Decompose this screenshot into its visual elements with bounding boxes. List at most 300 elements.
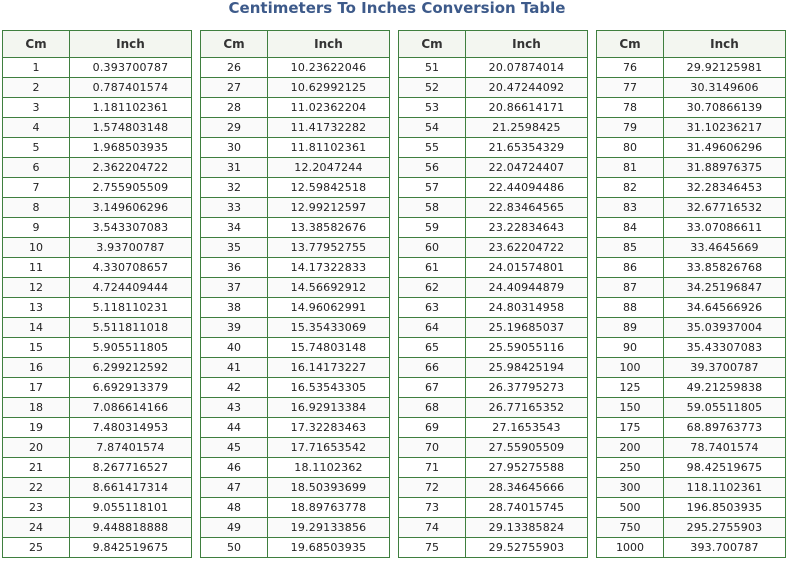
cm-cell: 14 [3, 318, 70, 338]
header-row [201, 31, 390, 58]
cm-cell: 80 [597, 138, 664, 158]
cm-cell: 74 [399, 518, 466, 538]
table-row [3, 258, 192, 278]
table-row [597, 378, 786, 398]
cm-cell: 500 [597, 498, 664, 518]
cm-cell: 300 [597, 478, 664, 498]
table-block [200, 30, 390, 558]
table-block [596, 30, 786, 558]
inch-cell: 11.41732282 [268, 118, 390, 138]
cm-cell: 75 [399, 538, 466, 558]
cm-cell: 35 [201, 238, 268, 258]
table-row [399, 258, 588, 278]
inch-cell: 31.49606296 [664, 138, 786, 158]
cm-cell: 40 [201, 338, 268, 358]
table-row [201, 178, 390, 198]
table-row [201, 518, 390, 538]
table-row [399, 178, 588, 198]
inch-cell: 6.299212592 [70, 358, 192, 378]
table-row [597, 538, 786, 558]
cm-cell: 42 [201, 378, 268, 398]
cm-cell: 83 [597, 198, 664, 218]
cm-cell: 77 [597, 78, 664, 98]
table-row [201, 58, 390, 78]
table-row [201, 438, 390, 458]
inch-cell: 9.055118101 [70, 498, 192, 518]
inch-cell: 196.8503935 [664, 498, 786, 518]
table-row [3, 278, 192, 298]
table-row [201, 318, 390, 338]
cm-cell: 46 [201, 458, 268, 478]
table-row [3, 118, 192, 138]
inch-cell: 295.2755903 [664, 518, 786, 538]
inch-cell: 18.50393699 [268, 478, 390, 498]
inch-cell: 7.480314953 [70, 418, 192, 438]
cm-cell: 48 [201, 498, 268, 518]
inch-cell: 393.700787 [664, 538, 786, 558]
table-row [597, 398, 786, 418]
table-row [201, 458, 390, 478]
table-row [3, 78, 192, 98]
table-row [3, 298, 192, 318]
table-row [3, 58, 192, 78]
cm-cell: 53 [399, 98, 466, 118]
cm-cell: 67 [399, 378, 466, 398]
cm-cell: 86 [597, 258, 664, 278]
inch-cell: 3.149606296 [70, 198, 192, 218]
inch-cell: 30.70866139 [664, 98, 786, 118]
cm-cell: 58 [399, 198, 466, 218]
cm-cell: 81 [597, 158, 664, 178]
cm-cell: 41 [201, 358, 268, 378]
inch-cell: 0.393700787 [70, 58, 192, 78]
table-row [597, 458, 786, 478]
cm-cell: 24 [3, 518, 70, 538]
inch-cell: 24.80314958 [466, 298, 588, 318]
cm-cell: 59 [399, 218, 466, 238]
table-row [399, 338, 588, 358]
table-row [399, 398, 588, 418]
cm-cell: 38 [201, 298, 268, 318]
inch-cell: 23.22834643 [466, 218, 588, 238]
cm-cell: 13 [3, 298, 70, 318]
inch-cell: 98.42519675 [664, 458, 786, 478]
table-row [201, 498, 390, 518]
cm-cell: 73 [399, 498, 466, 518]
inch-cell: 34.25196847 [664, 278, 786, 298]
table-row [3, 198, 192, 218]
table-row [3, 458, 192, 478]
inch-cell: 11.81102361 [268, 138, 390, 158]
inch-cell: 4.724409444 [70, 278, 192, 298]
inch-cell: 5.118110231 [70, 298, 192, 318]
inch-cell: 21.65354329 [466, 138, 588, 158]
cm-cell: 1 [3, 58, 70, 78]
inch-cell: 10.23622046 [268, 58, 390, 78]
table-row [201, 238, 390, 258]
cm-cell: 33 [201, 198, 268, 218]
table-row [399, 198, 588, 218]
cm-cell: 100 [597, 358, 664, 378]
cm-cell: 63 [399, 298, 466, 318]
table-row [597, 518, 786, 538]
cm-cell: 750 [597, 518, 664, 538]
cm-cell: 90 [597, 338, 664, 358]
table-row [399, 58, 588, 78]
header-row [399, 31, 588, 58]
table-block [2, 30, 192, 558]
inch-cell: 28.34645666 [466, 478, 588, 498]
cm-cell: 27 [201, 78, 268, 98]
cm-cell: 52 [399, 78, 466, 98]
inch-cell: 12.2047244 [268, 158, 390, 178]
inch-cell: 20.07874014 [466, 58, 588, 78]
table-row [201, 358, 390, 378]
inch-cell: 26.77165352 [466, 398, 588, 418]
inch-cell: 29.13385824 [466, 518, 588, 538]
table-row [201, 538, 390, 558]
table-row [3, 398, 192, 418]
cm-cell: 3 [3, 98, 70, 118]
inch-cell: 14.96062991 [268, 298, 390, 318]
cm-cell: 79 [597, 118, 664, 138]
table-row [597, 158, 786, 178]
inch-cell: 22.83464565 [466, 198, 588, 218]
cm-cell: 17 [3, 378, 70, 398]
table-row [201, 118, 390, 138]
table-row [399, 318, 588, 338]
header-inch: Inch [664, 31, 786, 58]
cm-cell: 31 [201, 158, 268, 178]
table-row [597, 438, 786, 458]
inch-cell: 20.86614171 [466, 98, 588, 118]
table-row [597, 238, 786, 258]
table-row [597, 78, 786, 98]
inch-cell: 3.543307083 [70, 218, 192, 238]
cm-cell: 22 [3, 478, 70, 498]
inch-cell: 14.17322833 [268, 258, 390, 278]
inch-cell: 23.62204722 [466, 238, 588, 258]
cm-cell: 57 [399, 178, 466, 198]
cm-cell: 6 [3, 158, 70, 178]
table-row [399, 538, 588, 558]
cm-cell: 85 [597, 238, 664, 258]
cm-cell: 2 [3, 78, 70, 98]
inch-cell: 68.89763773 [664, 418, 786, 438]
table-row [399, 78, 588, 98]
inch-cell: 35.43307083 [664, 338, 786, 358]
inch-cell: 33.85826768 [664, 258, 786, 278]
cm-cell: 12 [3, 278, 70, 298]
inch-cell: 31.88976375 [664, 158, 786, 178]
table-row [201, 198, 390, 218]
inch-cell: 1.968503935 [70, 138, 192, 158]
table-row [3, 138, 192, 158]
inch-cell: 59.05511805 [664, 398, 786, 418]
inch-cell: 6.692913379 [70, 378, 192, 398]
inch-cell: 13.77952755 [268, 238, 390, 258]
table-row [597, 318, 786, 338]
inch-cell: 8.661417314 [70, 478, 192, 498]
table-row [3, 238, 192, 258]
cm-cell: 200 [597, 438, 664, 458]
inch-cell: 21.2598425 [466, 118, 588, 138]
inch-cell: 2.362204722 [70, 158, 192, 178]
table-row [201, 158, 390, 178]
inch-cell: 10.62992125 [268, 78, 390, 98]
cm-cell: 19 [3, 418, 70, 438]
inch-cell: 27.55905509 [466, 438, 588, 458]
table-row [3, 438, 192, 458]
inch-cell: 4.330708657 [70, 258, 192, 278]
table-row [597, 58, 786, 78]
table-row [597, 338, 786, 358]
header-row [597, 31, 786, 58]
inch-cell: 15.35433069 [268, 318, 390, 338]
inch-cell: 9.842519675 [70, 538, 192, 558]
cm-cell: 26 [201, 58, 268, 78]
table-row [201, 338, 390, 358]
cm-cell: 4 [3, 118, 70, 138]
table-row [597, 198, 786, 218]
inch-cell: 22.04724407 [466, 158, 588, 178]
table-row [201, 378, 390, 398]
cm-cell: 62 [399, 278, 466, 298]
inch-cell: 1.181102361 [70, 98, 192, 118]
cm-cell: 125 [597, 378, 664, 398]
inch-cell: 13.38582676 [268, 218, 390, 238]
inch-cell: 2.755905509 [70, 178, 192, 198]
inch-cell: 31.10236217 [664, 118, 786, 138]
inch-cell: 27.1653543 [466, 418, 588, 438]
table-row [399, 298, 588, 318]
table-row [201, 98, 390, 118]
table-row [201, 218, 390, 238]
inch-cell: 3.93700787 [70, 238, 192, 258]
cm-cell: 23 [3, 498, 70, 518]
table-row [597, 218, 786, 238]
inch-cell: 49.21259838 [664, 378, 786, 398]
cm-cell: 37 [201, 278, 268, 298]
cm-cell: 28 [201, 98, 268, 118]
inch-cell: 22.44094486 [466, 178, 588, 198]
table-row [399, 118, 588, 138]
table-row [201, 398, 390, 418]
cm-cell: 87 [597, 278, 664, 298]
table-row [597, 258, 786, 278]
inch-cell: 26.37795273 [466, 378, 588, 398]
table-row [201, 418, 390, 438]
inch-cell: 5.905511805 [70, 338, 192, 358]
page-title: Centimeters To Inches Conversion Table [228, 0, 566, 17]
cm-cell: 66 [399, 358, 466, 378]
table-row [3, 318, 192, 338]
inch-cell: 0.787401574 [70, 78, 192, 98]
cm-cell: 9 [3, 218, 70, 238]
inch-cell: 25.98425194 [466, 358, 588, 378]
cm-cell: 11 [3, 258, 70, 278]
table-row [201, 138, 390, 158]
table-row [3, 478, 192, 498]
cm-cell: 39 [201, 318, 268, 338]
cm-cell: 61 [399, 258, 466, 278]
inch-cell: 15.74803148 [268, 338, 390, 358]
cm-cell: 50 [201, 538, 268, 558]
cm-cell: 47 [201, 478, 268, 498]
table-row [3, 518, 192, 538]
table-row [399, 478, 588, 498]
table-row [399, 438, 588, 458]
inch-cell: 29.52755903 [466, 538, 588, 558]
inch-cell: 32.67716532 [664, 198, 786, 218]
table-row [597, 178, 786, 198]
inch-cell: 39.3700787 [664, 358, 786, 378]
table-row [597, 358, 786, 378]
table-row [3, 418, 192, 438]
inch-cell: 12.99212597 [268, 198, 390, 218]
inch-cell: 12.59842518 [268, 178, 390, 198]
header-cm: Cm [399, 31, 466, 58]
inch-cell: 33.4645669 [664, 238, 786, 258]
cm-cell: 8 [3, 198, 70, 218]
inch-cell: 9.448818888 [70, 518, 192, 538]
header-row [3, 31, 192, 58]
inch-cell: 32.28346453 [664, 178, 786, 198]
table-row [399, 418, 588, 438]
inch-cell: 8.267716527 [70, 458, 192, 478]
cm-cell: 43 [201, 398, 268, 418]
inch-cell: 16.92913384 [268, 398, 390, 418]
cm-cell: 72 [399, 478, 466, 498]
inch-cell: 118.1102361 [664, 478, 786, 498]
table-row [3, 98, 192, 118]
inch-cell: 30.3149606 [664, 78, 786, 98]
cm-cell: 45 [201, 438, 268, 458]
inch-cell: 78.7401574 [664, 438, 786, 458]
cm-cell: 21 [3, 458, 70, 478]
cm-cell: 54 [399, 118, 466, 138]
table-row [201, 258, 390, 278]
table-row [3, 338, 192, 358]
table-block [398, 30, 588, 558]
cm-cell: 68 [399, 398, 466, 418]
cm-cell: 25 [3, 538, 70, 558]
table-row [3, 378, 192, 398]
table-row [399, 378, 588, 398]
cm-cell: 5 [3, 138, 70, 158]
cm-cell: 34 [201, 218, 268, 238]
cm-cell: 10 [3, 238, 70, 258]
conversion-table [2, 30, 786, 558]
cm-cell: 44 [201, 418, 268, 438]
inch-cell: 1.574803148 [70, 118, 192, 138]
table-row [399, 518, 588, 538]
inch-cell: 24.40944879 [466, 278, 588, 298]
table-row [3, 178, 192, 198]
cm-cell: 250 [597, 458, 664, 478]
cm-cell: 82 [597, 178, 664, 198]
inch-cell: 16.53543305 [268, 378, 390, 398]
table-row [201, 278, 390, 298]
header-inch: Inch [70, 31, 192, 58]
table-row [597, 118, 786, 138]
cm-cell: 70 [399, 438, 466, 458]
cm-cell: 60 [399, 238, 466, 258]
cm-cell: 64 [399, 318, 466, 338]
header-inch: Inch [466, 31, 588, 58]
table-row [201, 78, 390, 98]
header-cm: Cm [3, 31, 70, 58]
table-row [399, 98, 588, 118]
header-cm: Cm [201, 31, 268, 58]
cm-cell: 89 [597, 318, 664, 338]
table-row [3, 218, 192, 238]
table-row [399, 458, 588, 478]
inch-cell: 18.89763778 [268, 498, 390, 518]
inch-cell: 19.29133856 [268, 518, 390, 538]
inch-cell: 18.1102362 [268, 458, 390, 478]
inch-cell: 27.95275588 [466, 458, 588, 478]
cm-cell: 18 [3, 398, 70, 418]
table-row [399, 218, 588, 238]
table-row [201, 298, 390, 318]
inch-cell: 17.32283463 [268, 418, 390, 438]
table-row [597, 498, 786, 518]
table-row [3, 158, 192, 178]
cm-cell: 1000 [597, 538, 664, 558]
table-row [597, 298, 786, 318]
inch-cell: 28.74015745 [466, 498, 588, 518]
inch-cell: 34.64566926 [664, 298, 786, 318]
cm-cell: 88 [597, 298, 664, 318]
cm-cell: 56 [399, 158, 466, 178]
cm-cell: 65 [399, 338, 466, 358]
table-row [201, 478, 390, 498]
table-row [597, 98, 786, 118]
cm-cell: 16 [3, 358, 70, 378]
table-row [399, 498, 588, 518]
table-row [399, 278, 588, 298]
inch-cell: 25.19685037 [466, 318, 588, 338]
table-row [597, 138, 786, 158]
inch-cell: 20.47244092 [466, 78, 588, 98]
inch-cell: 7.87401574 [70, 438, 192, 458]
cm-cell: 7 [3, 178, 70, 198]
cm-cell: 15 [3, 338, 70, 358]
inch-cell: 19.68503935 [268, 538, 390, 558]
inch-cell: 35.03937004 [664, 318, 786, 338]
table-row [597, 418, 786, 438]
cm-cell: 51 [399, 58, 466, 78]
header-cm: Cm [597, 31, 664, 58]
cm-cell: 78 [597, 98, 664, 118]
cm-cell: 76 [597, 58, 664, 78]
inch-cell: 17.71653542 [268, 438, 390, 458]
cm-cell: 55 [399, 138, 466, 158]
cm-cell: 20 [3, 438, 70, 458]
inch-cell: 14.56692912 [268, 278, 390, 298]
cm-cell: 49 [201, 518, 268, 538]
inch-cell: 11.02362204 [268, 98, 390, 118]
cm-cell: 84 [597, 218, 664, 238]
table-row [399, 158, 588, 178]
table-row [399, 358, 588, 378]
cm-cell: 30 [201, 138, 268, 158]
inch-cell: 16.14173227 [268, 358, 390, 378]
inch-cell: 29.92125981 [664, 58, 786, 78]
header-inch: Inch [268, 31, 390, 58]
table-row [3, 358, 192, 378]
